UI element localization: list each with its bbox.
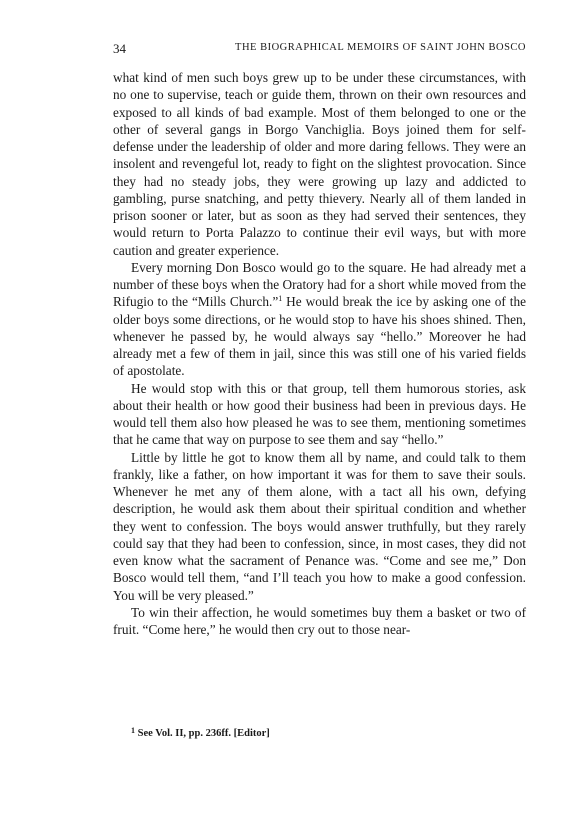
paragraph-2-text-b: He would break the ice by asking one of the older boys some directions, or he would stop to have his shoes shined. Then, whenever he passed by, he would always say “hello.” Moreover he had already met a few of them in jail, since this was still one of his varied fields of apostolate. (113, 294, 526, 379)
footnote-reference[interactable]: 1 (278, 294, 283, 304)
paragraph-2-text-a: Every morning Don Bosco would go to the square. He had already met a number of these boys when the Oratory had for a short while moved from the Rifugio to the “Mills Church.” (113, 259, 526, 310)
footnote (131, 726, 526, 739)
paragraph-4: Little by little he got to know them all by name, and could talk to them frankly, like a father, on how important it was for them to save their souls. Whenever he met any of them alone, with a tact all his own, defying description, he would ask them about their spiritual condition and whether they went to confession. The boys would answer truthfully, but they rarely could say that they had been to confession, since, in most cases, they did not even know what the sacrament of Penance was. “Come and see me,” Don Bosco would tell them, “and I’ll teach you how to make a good confession. You will be very pleased.” (113, 449, 526, 603)
footnote-text: See Vol. II, pp. 236ff. [Editor] (137, 728, 270, 739)
paragraph-5: To win their affection, he would sometimes buy them a basket or two of fruit. “Come here,” he would then cry out to those near- (113, 604, 526, 637)
paragraph-3: He would stop with this or that group, tell them humorous stories, ask about their health or how good their business had been in previous days. He would tell them also how pleased he was to see them, mentioning sometimes that he came that way on purpose to see them and say “hello.” (113, 380, 526, 448)
running-head: THE BIOGRAPHICAL MEMOIRS OF SAINT JOHN BOSCO (235, 42, 526, 53)
paragraph-1: what kind of men such boys grew up to be under these circumstances, with no one to supervise, teach or guide them, thrown on their own resources and exposed to all kinds of bad example. Most of them belonged to one or the other of several gangs in Borgo Vanchiglia. Boys joined them for self-defense under the leadership of older and more daring fellows. They were an insolent and revengeful lot, ready to fight on the slightest provocation. Since they had no steady jobs, they were growing up lazy and addicted to gambling, purse snatching, and petty thievery. Nearly all of them landed in prison sooner or later, but as soon as they had served their sentences, they would return to Porta Palazzo to continue their evil ways, but with more caution and greater experience. (113, 70, 526, 258)
body-text (113, 69, 526, 638)
page-header (113, 41, 526, 59)
footnote-mark: 1 (131, 726, 135, 735)
paragraph-2 (113, 259, 526, 380)
page-number: 34 (113, 41, 126, 56)
